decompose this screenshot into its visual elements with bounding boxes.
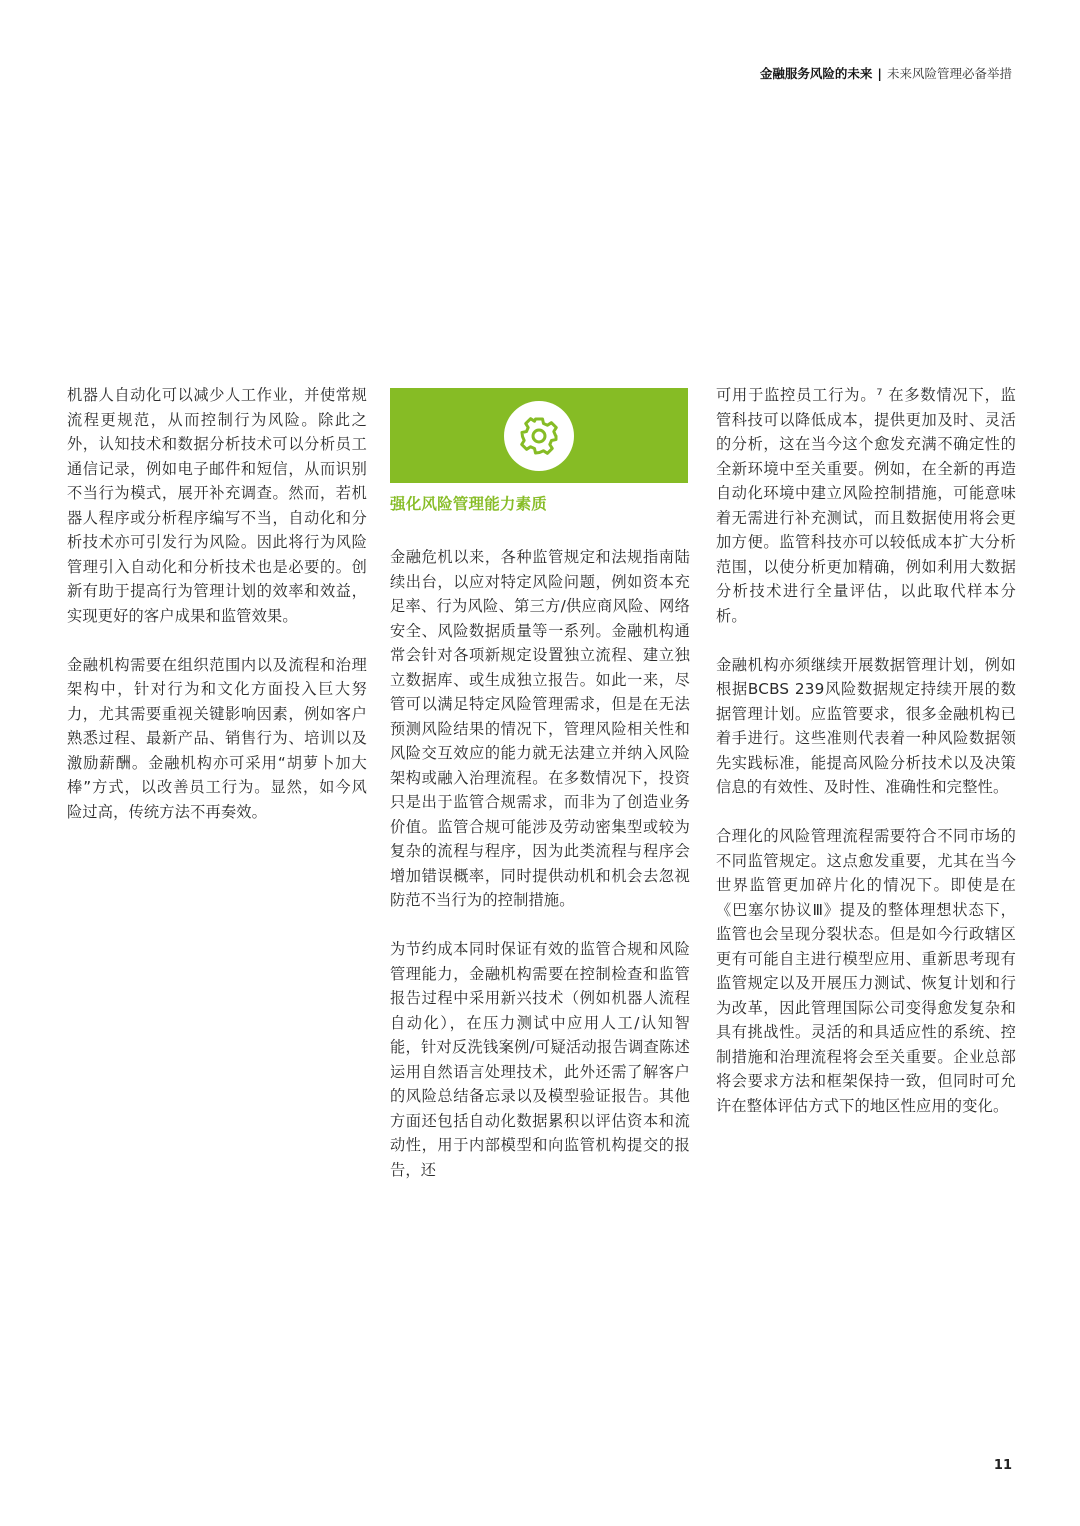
gear-icon [504, 401, 574, 471]
paragraph: 合理化的风险管理流程需要符合不同市场的不同监管规定。这点愈发重要，尤其在当今世界监管更加碎片化的情况下。即使是在《巴塞尔协议Ⅲ》提及的整体理想状态下，监管也会呈现分裂状态。但是如今行政辖区更有可能自主进行模型应用、重新思考现有监管规定以及开展压力测试、恢复计划和行为改革，因此管理国际公司变得愈发复杂和具有挑战性。灵活的和具适应性的系统、控制措施和治理流程将会至关重要。企业总部将会要求方法和框架保持一致，但同时可允许在整体评估方式下的地区性应用的变化。 [716, 827, 1016, 1115]
header-separator: | [877, 66, 882, 81]
running-header [760, 64, 1012, 82]
text-column-right [716, 383, 1016, 1143]
text-column-middle [390, 388, 690, 1207]
header-title: 金融服务风险的未来 [759, 66, 873, 81]
paragraph: 可用于监控员工行为。⁷ 在多数情况下，监管科技可以降低成本，提供更加及时、灵活的分析，这在当今这个愈发充满不确定性的全新环境中至关重要。例如，在全新的再造自动化环境中建立风险控制措施，可能意味着无需进行补充测试，而且数据使用将会更加方便。监管科技亦可以较低成本扩大分析范围，以使分析更加精确，例如利用大数据分析技术进行全量评估，以此取代样本分析。 [716, 386, 1016, 625]
paragraph: 金融危机以来，各种监管规定和法规指南陆续出台，以应对特定风险问题，例如资本充足率、行为风险、第三方/供应商风险、网络安全、风险数据质量等一系列。金融机构通常会针对各项新规定设置独立流程、建立独立数据库、或生成独立报告。如此一来，尽管可以满足特定风险管理需求，但是在无法预测风险结果的情况下，管理风险相关性和风险交互效应的能力就无法建立并纳入风险架构或融入治理流程。在多数情况下，投资只是出于监管合规需求，而非为了创造业务价值。监管合规可能涉及劳动密集型或较为复杂的流程与程序，因为此类流程与程序会增加错误概率，同时提供动机和机会去忽视防范不当行为的控制措施。 [390, 548, 690, 909]
page-number: 11 [993, 1458, 1012, 1473]
text-column-left [67, 383, 367, 849]
paragraph: 为节约成本同时保证有效的监管合规和风险管理能力，金融机构需要在控制检查和监管报告过程中采用新兴技术（例如机器人流程自动化），在压力测试中应用人工/认知智能，针对反洗钱案例/可疑活动报告调查陈述运用自然语言处理技术，此外还需了解客户的风险总结备忘录以及模型验证报告。其他方面还包括自动化数据累积以评估资本和流动性，用于内部模型和向监管机构提交的报告，还 [390, 940, 690, 1179]
paragraph: 金融机构亦须继续开展数据管理计划，例如根据BCBS 239风险数据规定持续开展的数据管理计划。应监管要求，很多金融机构已着手进行。这些准则代表着一种风险数据领先实践标准，能提高风险分析技术以及决策信息的有效性、及时性、准确性和完整性。 [716, 655, 1016, 796]
section-icon-banner [390, 388, 688, 483]
section-heading: 强化风险管理能力素质 [390, 495, 548, 513]
header-subtitle: 未来风险管理必备举措 [886, 66, 1012, 81]
paragraph: 机器人自动化可以减少人工作业，并使常规流程更规范，从而控制行为风险。除此之外，认知技术和数据分析技术可以分析员工通信记录，例如电子邮件和短信，从而识别不当行为模式，展开补充调查。然而，若机器人程序或分析程序编写不当，自动化和分析技术亦可引发行为风险。因此将行为风险管理引入自动化和分析技术也是必要的。创新有助于提高行为管理计划的效率和效益，实现更好的客户成果和监管效果。 [67, 386, 367, 625]
paragraph: 金融机构需要在组织范围内以及流程和治理架构中，针对行为和文化方面投入巨大努力，尤其需要重视关键影响因素，例如客户熟悉过程、最新产品、销售行为、培训以及激励薪酬。金融机构亦可采用“胡萝卜加大棒”方式，以改善员工行为。显然，如今风险过高，传统方法不再奏效。 [67, 655, 367, 821]
